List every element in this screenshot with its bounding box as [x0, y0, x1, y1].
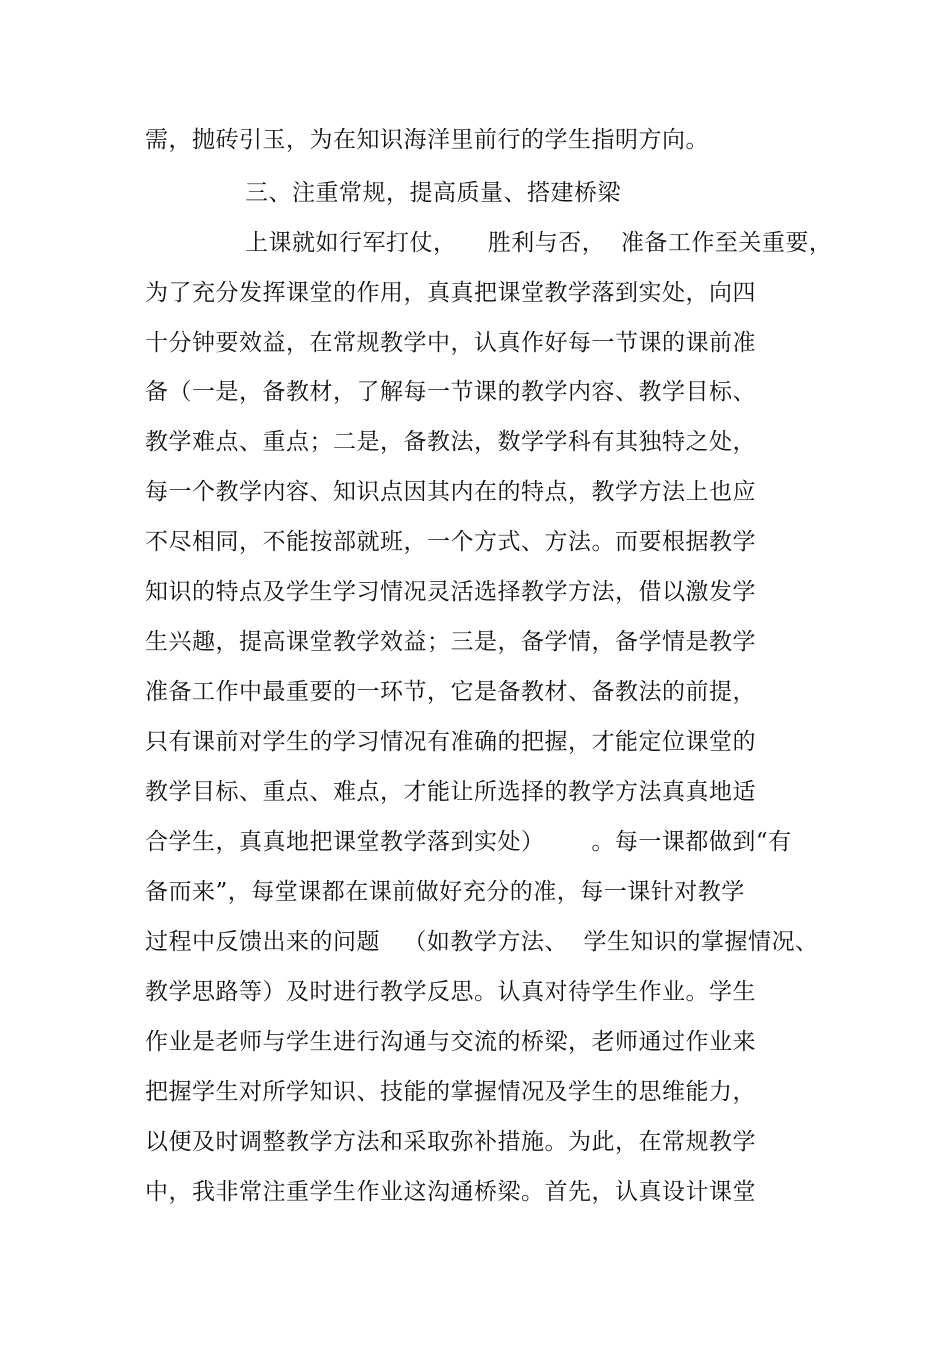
paragraph-line: 把握学生对所学知识、技能的掌握情况及学生的思维能力， — [145, 1079, 756, 1105]
paragraph-line: 每一个教学内容、知识点因其内在的特点，教学方法上也应 — [145, 479, 756, 505]
paragraph-line: 教学思路等）及时进行教学反思。认真对待学生作业。学生 — [145, 979, 756, 1005]
paragraph-line: 中，我非常注重学生作业这沟通桥梁。首先，认真设计课堂 — [145, 1179, 756, 1205]
paragraph-line: 准备工作中最重要的一环节，它是备教材、备教法的前提， — [145, 679, 756, 705]
paragraph-line: 上课就如行军打仗， 胜利与否， 准备工作至关重要， — [245, 230, 833, 256]
paragraph-line: 备而来”，每堂课都在课前做好充分的准，每一课针对教学 — [145, 879, 745, 905]
paragraph-line: 备（一是，备教材，了解每一节课的教学内容、教学目标、 — [145, 379, 756, 405]
paragraph-line: 知识的特点及学生学习情况灵活选择教学方法，借以激发学 — [145, 579, 756, 605]
paragraph-line: 合学生，真真地把课堂教学落到实处） 。每一课都做到“有 — [145, 829, 792, 855]
paragraph-line: 不尽相同，不能按部就班，一个方式、方法。而要根据教学 — [145, 529, 756, 555]
paragraph-line: 教学目标、重点、难点，才能让所选择的教学方法真真地适 — [145, 779, 756, 805]
paragraph-line: 只有课前对学生的学习情况有准确的把握，才能定位课堂的 — [145, 729, 756, 755]
paragraph-line: 以便及时调整教学方法和采取弥补措施。为此，在常规教学 — [145, 1129, 756, 1155]
paragraph-line: 作业是老师与学生进行沟通与交流的桥梁，老师通过作业来 — [145, 1029, 756, 1055]
paragraph-line: 生兴趣，提高课堂教学效益；三是，备学情，备学情是教学 — [145, 629, 756, 655]
paragraph-line: 为了充分发挥课堂的作用，真真把课堂教学落到实处，向四 — [145, 280, 756, 306]
paragraph-line: 需，抛砖引玉，为在知识海洋里前行的学生指明方向。 — [145, 127, 709, 153]
paragraph-line: 十分钟要效益，在常规教学中，认真作好每一节课的课前准 — [145, 330, 756, 356]
paragraph-line: 教学难点、重点；二是，备教法，数学学科有其独特之处， — [145, 429, 756, 455]
paragraph-line: 过程中反馈出来的问题 （如教学方法、 学生知识的掌握情况、 — [145, 929, 819, 955]
section-heading: 三、注重常规，提高质量、搭建桥梁 — [245, 180, 621, 206]
